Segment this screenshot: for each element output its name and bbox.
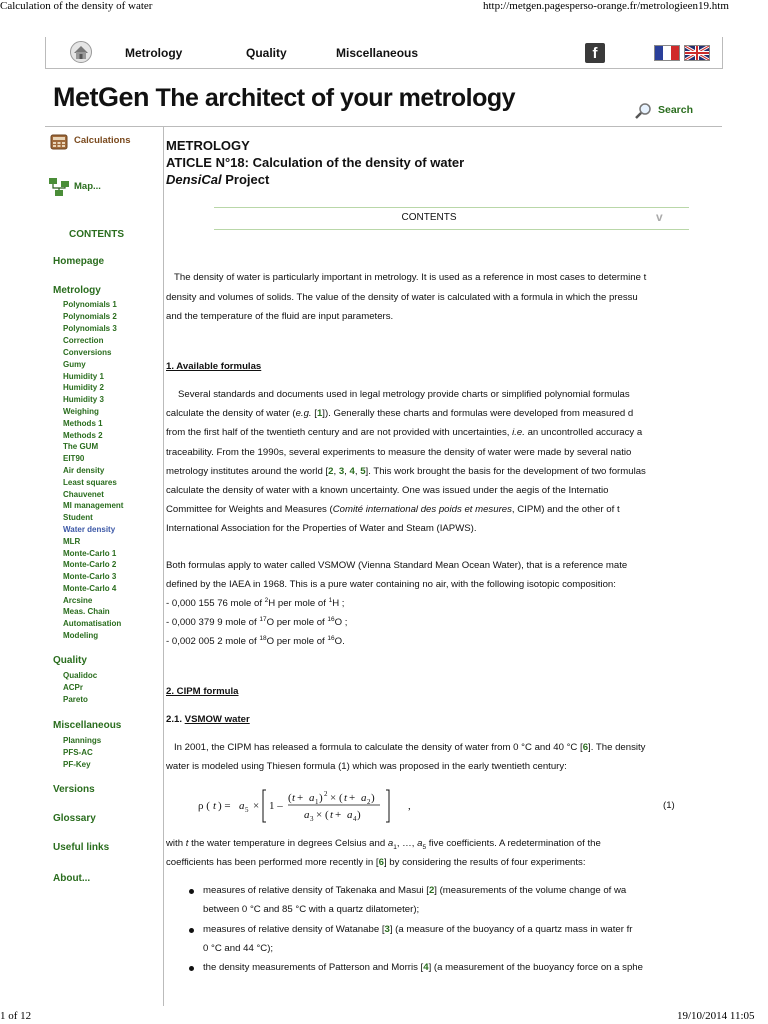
sidebar-item-humidity-2[interactable]: Humidity 2 xyxy=(63,383,104,392)
svg-text:1 –: 1 – xyxy=(269,800,283,812)
p1-line-8: International Association for the Properties of Water and Steam (IAPWS). xyxy=(166,523,477,534)
svg-text:2: 2 xyxy=(324,790,328,798)
p1-text-e: an uncontrolled accuracy a xyxy=(524,427,643,438)
p1-text-i: , CIPM) and the other of t xyxy=(511,504,620,515)
bullet-2-line-2: 0 °C and 44 °C); xyxy=(203,943,274,954)
iso-1-c: H per mole of xyxy=(268,598,329,609)
isotope-line-2 xyxy=(166,617,347,628)
print-timestamp: 19/10/2014 11:05 xyxy=(677,1010,755,1022)
sidebar-item-correction[interactable]: Correction xyxy=(63,336,104,345)
sidebar-glossary[interactable]: Glossary xyxy=(53,813,96,824)
sidebar-item-monte-carlo-3[interactable]: Monte-Carlo 3 xyxy=(63,572,117,581)
isotope-line-3 xyxy=(166,636,345,647)
print-page-title: Calculation of the density of water xyxy=(0,0,153,12)
sidebar-item-monte-carlo-1[interactable]: Monte-Carlo 1 xyxy=(63,549,117,558)
nav-left-border xyxy=(45,37,46,69)
section-2-heading xyxy=(166,686,239,697)
project-suffix: Project xyxy=(221,172,270,187)
svg-text:t: t xyxy=(330,809,334,821)
svg-text:2: 2 xyxy=(367,798,371,806)
section-1-title: 1. Available formulas xyxy=(166,361,262,372)
iso-2-e: O ; xyxy=(334,617,348,628)
p4-a: with xyxy=(166,838,186,849)
p3-text-b: ]. The density xyxy=(588,742,646,753)
print-page-number: 1 of 12 xyxy=(0,1010,32,1022)
b3-a: the density measurements of Patterson and Morris [ xyxy=(203,962,424,973)
iso-2-d: 16 xyxy=(327,615,335,623)
sidebar-quality[interactable]: Quality xyxy=(53,655,87,666)
p1-line-3 xyxy=(166,427,642,438)
p2-line-2: defined by the IAEA in 1968. This is a pure water containing no air, with the following isotopic composition: xyxy=(166,579,616,590)
sidebar-item-monte-carlo-4[interactable]: Monte-Carlo 4 xyxy=(63,584,117,593)
section-2-1-title: VSMOW water xyxy=(184,714,250,725)
p4-f: ] by considering the results of four experiments: xyxy=(383,857,586,868)
p1-text-g: ]. This work brought the basis for the development of two formulas xyxy=(365,466,646,477)
iso-3-c: O per mole of xyxy=(266,636,328,647)
p3-text-a: In 2001, the CIPM has released a formula to calculate the density of water from 0 °C and 40 °C [ xyxy=(174,742,583,753)
home-icon[interactable] xyxy=(69,41,93,63)
nav-bottom-border xyxy=(45,68,723,69)
bullet-dot xyxy=(189,889,194,894)
french-flag-icon[interactable] xyxy=(654,45,680,61)
iso-3-a: - 0,002 005 2 mole of xyxy=(166,636,260,647)
p2-line-1: Both formulas apply to water called VSMOW (Vienna Standard Mean Ocean Water), that is a reference mate xyxy=(166,560,628,571)
bullet-1-line-2: between 0 °C and 85 °C with a quartz dilatometer); xyxy=(203,904,420,915)
search-icon[interactable] xyxy=(634,102,654,120)
sidebar-calculations[interactable]: Calculations xyxy=(74,135,131,146)
sidebar-item-eit90[interactable]: EIT90 xyxy=(63,454,85,463)
p4-d: five coefficients. A redetermination of the xyxy=(426,838,601,849)
iso-2-a: - 0,000 379 9 mole of xyxy=(166,617,260,628)
sidebar-item-chauvenet[interactable]: Chauvenet xyxy=(63,490,104,499)
svg-text:× (: × ( xyxy=(316,809,329,821)
svg-text:): ) xyxy=(371,792,375,804)
p4-line-2 xyxy=(166,857,586,868)
p4-e: coefficients has been performed more recently in [ xyxy=(166,857,379,868)
sidebar-item-polynomials-2[interactable]: Polynomials 2 xyxy=(63,312,117,321)
ref-link-4b[interactable]: 4 xyxy=(423,962,429,973)
sidebar-item-acpr[interactable]: ACPr xyxy=(63,683,84,692)
contents-toggle[interactable] xyxy=(214,207,689,230)
sidebar-item-least-squares[interactable]: Least squares xyxy=(63,478,117,487)
b2-a: measures of relative density of Watanabe [ xyxy=(203,924,385,935)
iso-1-e: H ; xyxy=(332,598,345,609)
p1-text-d: from the first half of the twentieth century and are not provided with uncertainties, xyxy=(166,427,513,438)
nav-miscellaneous[interactable]: Miscellaneous xyxy=(336,46,419,60)
ref-link-5[interactable]: 5 xyxy=(360,466,366,477)
sidebar-item-water-density[interactable]: Water density xyxy=(63,525,116,534)
logo-brand: MetGen xyxy=(53,82,150,112)
sidebar-item-pfs-ac[interactable]: PFS-AC xyxy=(63,748,93,757)
p4-sub1: 1 xyxy=(393,843,397,851)
sidebar-item-student[interactable]: Student xyxy=(63,513,93,522)
svg-text:t: t xyxy=(213,800,217,812)
p1-cipm-french: Comité international des poids et mesures xyxy=(332,504,512,515)
bullet-dot xyxy=(189,928,194,933)
search-link[interactable]: Search xyxy=(658,104,694,116)
svg-text:×: × xyxy=(253,800,260,812)
svg-text:,: , xyxy=(408,800,411,812)
svg-text:): ) xyxy=(319,792,323,804)
p3-line-2: water is modeled using Thiesen formula (1) which was proposed in the early twentieth century: xyxy=(166,761,567,772)
calculator-icon xyxy=(50,134,68,150)
sidebar-about[interactable]: About... xyxy=(53,873,91,884)
section-1-heading xyxy=(166,361,261,372)
sidebar-item-humidity-1[interactable]: Humidity 1 xyxy=(63,372,104,381)
sidebar-item-mi-management[interactable]: MI management xyxy=(63,501,124,510)
ref-link-6b[interactable]: 6 xyxy=(378,857,384,868)
b3-b: ] (a measurement of the buoyancy force on a sphe xyxy=(428,962,643,973)
sidebar-map[interactable]: Map... xyxy=(74,181,101,192)
svg-text:5: 5 xyxy=(245,806,249,814)
svg-text:+: + xyxy=(349,792,356,804)
p4-b: the water temperature in degrees Celsius and xyxy=(188,838,388,849)
p4-sub5: 5 xyxy=(422,843,427,851)
sidebar-item-modeling[interactable]: Modeling xyxy=(63,631,99,640)
iso-3-e: O. xyxy=(334,636,345,647)
english-flag-icon[interactable] xyxy=(684,45,710,61)
nav-metrology[interactable]: Metrology xyxy=(125,46,183,60)
iso-1-a: - 0,000 155 76 mole of xyxy=(166,598,265,609)
svg-text:a: a xyxy=(361,792,367,804)
bullet-dot xyxy=(189,966,194,971)
b2-b: ] (a measure of the buoyancy of a quartz mass in water fr xyxy=(389,924,633,935)
ref-link-3b[interactable]: 3 xyxy=(384,924,390,935)
site-logo[interactable] xyxy=(53,82,515,113)
iso-3-b: 18 xyxy=(259,634,267,642)
bullet-2-line-1 xyxy=(203,924,632,935)
sidebar-item-automatisation[interactable]: Automatisation xyxy=(63,619,122,628)
p1-eg: e.g. xyxy=(295,408,312,419)
svg-text:3: 3 xyxy=(310,815,314,823)
ref-link-4[interactable]: 4 xyxy=(349,466,355,477)
sidebar-item-qualidoc[interactable]: Qualidoc xyxy=(63,671,98,680)
sidebar-item-conversions[interactable]: Conversions xyxy=(63,348,112,357)
sidebar-item-methods-2[interactable]: Methods 2 xyxy=(63,431,103,440)
logo-tagline: The architect of your metrology xyxy=(155,84,516,112)
svg-text:a: a xyxy=(239,800,245,812)
p1-line-2 xyxy=(166,408,633,419)
nav-quality[interactable]: Quality xyxy=(246,46,287,60)
p4-a1: a xyxy=(387,838,394,849)
print-url: http://metgen.pagesperso-orange.fr/metrologieen19.htm xyxy=(483,0,729,12)
project-subtitle xyxy=(166,172,269,187)
p1-line-5: metrology institutes around the world [2, 3, 4, 5]. This work brought the basis for the development of two formulas xyxy=(166,466,646,477)
svg-text:4: 4 xyxy=(353,815,357,823)
isotope-line-1 xyxy=(166,598,344,609)
p1-text-a: calculate the density of water ( xyxy=(166,408,296,419)
project-name: DensiCal xyxy=(166,172,222,187)
iso-3-d: 16 xyxy=(327,634,335,642)
svg-text:(: ( xyxy=(288,792,292,804)
p1-line-7 xyxy=(166,504,620,515)
p4-t: t xyxy=(185,838,189,849)
svg-text:ρ (: ρ ( xyxy=(198,800,210,812)
intro-line-2: density and volumes of solids. The value of the density of water is calculated with a formula in which the pressu xyxy=(166,292,638,303)
svg-text:a: a xyxy=(304,809,310,821)
p1-line-1: Several standards and documents used in legal metrology provide charts or simplified polynomial formulas xyxy=(178,389,630,400)
intro-line-1: The density of water is particularly important in metrology. It is used as a reference in most cases to determine t xyxy=(174,272,647,283)
sidebar-item-the-gum[interactable]: The GUM xyxy=(63,442,99,451)
sidebar-item-mlr[interactable]: MLR xyxy=(63,537,81,546)
p1-line-4: traceability. From the 1990s, several experiments to measure the density of water were made by several natio xyxy=(166,447,632,458)
svg-text:): ) xyxy=(357,809,361,821)
sidebar-item-monte-carlo-2[interactable]: Monte-Carlo 2 xyxy=(63,560,117,569)
facebook-icon[interactable]: f xyxy=(585,43,605,63)
sidebar-item-arcsine[interactable]: Arcsine xyxy=(63,596,93,605)
p1-line-6: calculate the density of water with a known uncertainty. One was issued under the aegis of the Internatio xyxy=(166,485,609,496)
sidebar-item-pareto[interactable]: Pareto xyxy=(63,695,88,704)
sidebar-item-humidity-3[interactable]: Humidity 3 xyxy=(63,395,104,404)
svg-text:+: + xyxy=(335,809,342,821)
bullet-3-line-1 xyxy=(203,962,643,973)
p1-text-h: Committee for Weights and Measures ( xyxy=(166,504,333,515)
p3-line-1 xyxy=(174,742,645,753)
sidebar-item-weighing[interactable]: Weighing xyxy=(63,407,99,416)
section-2-1-number: 2.1. xyxy=(166,714,185,725)
chevron-down-icon[interactable]: v xyxy=(656,210,663,224)
right-margin xyxy=(722,126,768,1006)
svg-text:a: a xyxy=(309,792,315,804)
contents-label: CONTENTS xyxy=(401,212,457,223)
svg-text:t: t xyxy=(292,792,296,804)
p4-line-1 xyxy=(166,838,601,851)
header-divider xyxy=(45,126,723,127)
sidebar-versions[interactable]: Versions xyxy=(53,784,95,795)
sidebar-metrology[interactable]: Metrology xyxy=(53,285,101,296)
ref-link-2[interactable]: 2 xyxy=(328,466,334,477)
b1-b: ] (measurements of the volume change of wa xyxy=(434,885,627,896)
sidebar-miscellaneous[interactable]: Miscellaneous xyxy=(53,720,122,731)
sidebar-useful-links[interactable]: Useful links xyxy=(53,842,110,853)
section-2-title: 2. CIPM formula xyxy=(166,686,239,697)
p4-c: , …, xyxy=(396,838,418,849)
sidebar-item-pf-key[interactable]: PF-Key xyxy=(63,760,91,769)
ref-link-1[interactable]: 1 xyxy=(316,408,323,419)
ref-link-2b[interactable]: 2 xyxy=(428,885,435,896)
sidebar-item-polynomials-3[interactable]: Polynomials 3 xyxy=(63,324,117,333)
p4-a5: a xyxy=(417,838,423,849)
svg-text:) =: ) = xyxy=(218,800,231,812)
sidebar-item-gumy[interactable]: Gumy xyxy=(63,360,86,369)
sidebar-divider xyxy=(163,126,164,1006)
sidebar-contents-heading: CONTENTS xyxy=(69,229,124,240)
ref-link-3[interactable]: 3 xyxy=(338,466,345,477)
svg-text:+: + xyxy=(297,792,304,804)
p1-text-c: ]). Generally these charts and formulas were developed from measured d xyxy=(322,408,634,419)
iso-1-d: 1 xyxy=(328,596,333,604)
svg-text:t: t xyxy=(344,792,348,804)
sidebar-item-polynomials-1[interactable]: Polynomials 1 xyxy=(63,300,117,309)
sidebar-homepage[interactable]: Homepage xyxy=(53,256,105,267)
sidebar-item-meas-chain[interactable]: Meas. Chain xyxy=(63,607,110,616)
p1-text-b: [ xyxy=(311,408,317,419)
b1-a: measures of relative density of Takenaka and Masui [ xyxy=(203,885,429,896)
sidebar-item-plannings[interactable]: Plannings xyxy=(63,736,102,745)
p1-text-f: metrology institutes around the world [ xyxy=(166,466,329,477)
iso-2-c: O per mole of xyxy=(266,617,328,628)
sidebar-item-methods-1[interactable]: Methods 1 xyxy=(63,419,103,428)
nav-right-border xyxy=(722,37,723,69)
intro-line-3: and the temperature of the fluid are input parameters. xyxy=(166,311,394,322)
section-2-1-heading xyxy=(166,714,250,725)
iso-2-b: 17 xyxy=(259,615,267,623)
p1-ie: i.e. xyxy=(512,427,525,438)
sitemap-icon xyxy=(48,176,70,198)
thiesen-formula xyxy=(196,786,426,826)
svg-text:a: a xyxy=(347,809,353,821)
svg-text:× (: × ( xyxy=(330,792,343,804)
ref-link-6[interactable]: 6 xyxy=(582,742,589,753)
formula-number: (1) xyxy=(663,800,675,811)
sidebar-item-air-density[interactable]: Air density xyxy=(63,466,105,475)
article-title: ATICLE N°18: Calculation of the density of water xyxy=(166,155,465,170)
section-heading: METROLOGY xyxy=(166,138,250,153)
svg-text:1: 1 xyxy=(315,798,319,806)
bullet-1-line-1 xyxy=(203,885,626,896)
iso-1-b: 2 xyxy=(264,596,269,604)
